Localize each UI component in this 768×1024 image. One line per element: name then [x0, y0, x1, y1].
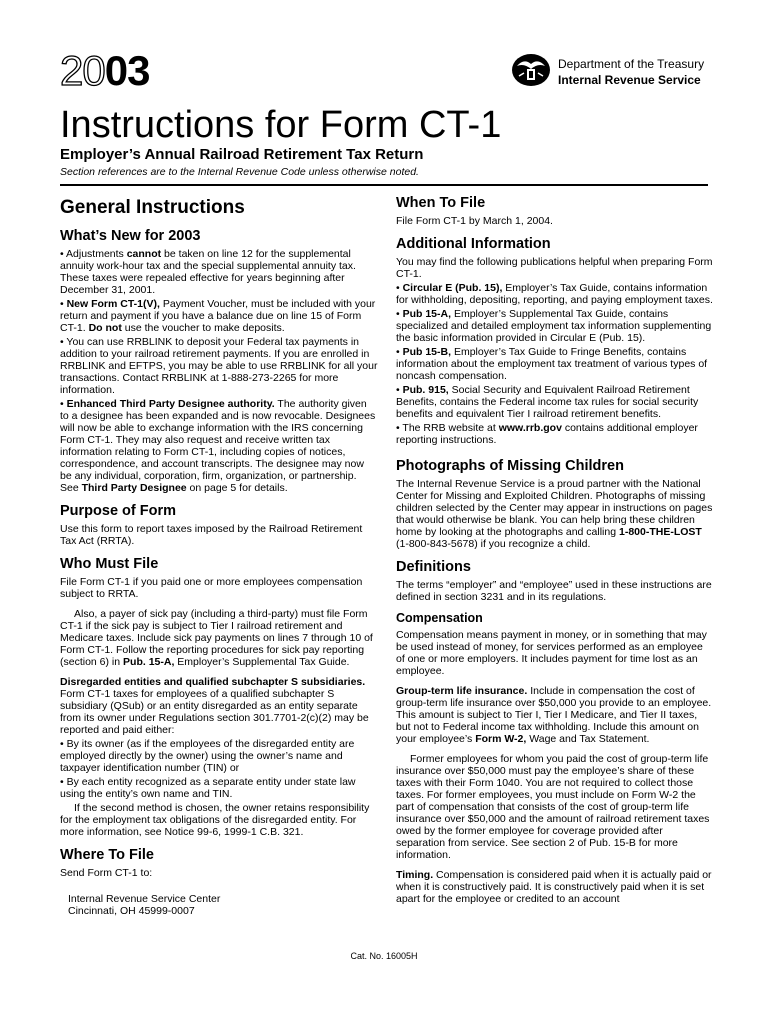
- disregarded-entities-text: Disregarded entities and qualified subchapter S subsidiaries. Form CT-1 taxes for employees of a qualified subchapter S subsidiary (QSub) or an entity disregarded as an entity separate from its owner under Regulations section 301.7701-2(c)(2) may be reported and paid either:: [60, 676, 369, 736]
- who-must-file-heading: Who Must File: [60, 556, 159, 572]
- right-column: [396, 193, 714, 907]
- page-title: Instructions for Form CT-1: [60, 104, 502, 146]
- who-must-file-text: File Form CT-1 if you paid one or more employees compensation subject to RRTA.: [60, 576, 363, 600]
- agency-irs: Internal Revenue Service: [558, 73, 701, 87]
- timing-text: Timing. Compensation is considered paid when it is actually paid or when it is constructively paid. It is constructively paid when it is set apart for the employee or credited to an account: [396, 869, 712, 905]
- missing-children-text: The Internal Revenue Service is a proud partner with the National Center for Missing and Exploited Children. Photographs of missing children selected by the Center may appear in instructions on pages that would otherwise be blank. You can help bring these children home by looking at the photographs and calling 1-800-THE-LOST (1-800-843-5678) if you recognize a child.: [396, 478, 713, 550]
- where-to-file-text: Send Form CT-1 to:: [60, 867, 153, 879]
- left-column: [60, 193, 378, 917]
- irs-eagle-logo-icon: [510, 52, 552, 88]
- agency-department: Department of the Treasury: [558, 57, 705, 71]
- form-year: [60, 47, 150, 94]
- compensation-text: Compensation means payment in money, or in something that may be used instead of money, for services performed as an employee of one or more employers. It includes payment for time lost as an employee.: [396, 629, 707, 677]
- compensation-heading: Compensation: [396, 611, 483, 625]
- second-method-text: If the second method is chosen, the owner retains responsibility for the employment tax obligations of the disregarded entity. For more information, see Notice 99-6, 1999-1 C.B. 321.: [60, 802, 370, 838]
- definitions-text: The terms “employer” and “employee” used in these instructions are defined in section 3231 and in its regulations.: [396, 579, 712, 603]
- general-instructions-heading: General Instructions: [60, 197, 245, 218]
- former-employees-text: Former employees for whom you paid the cost of group-term life insurance over $50,000 must pay the employee’s share of these taxes with their Form 1040. You are not required to collect those taxes. For former employees, you must include on Form W-2 the part of compensation that consists of the cost of group-term life insurance over $50,000 and the amount of railroad retirement taxes owed by the former employee for coverage provided after separation from service. See section 2 of Pub. 15-B for more information.: [396, 753, 710, 861]
- mailing-address: [60, 893, 378, 917]
- year-prefix: 20: [60, 47, 105, 94]
- publication-item: • The RRB website at www.rrb.gov contains additional employer reporting instructions.: [396, 422, 698, 446]
- whats-new-item: • You can use RRBLINK to deposit your Federal tax payments in addition to your railroad retirement payments. If you are enrolled in RRBLINK and EFTPS, you may be able to use RRBLINK for all your transactions. Contact RRBLINK at 1-888-273-2265 for more information.: [60, 336, 378, 396]
- section-reference-note: Section references are to the Internal Revenue Code unless otherwise noted.: [60, 166, 419, 178]
- address-line: Internal Revenue Service Center: [68, 893, 221, 905]
- header-divider: [60, 184, 708, 186]
- additional-information-heading: Additional Information: [396, 236, 551, 252]
- whats-new-item: • Adjustments cannot be taken on line 12 for the supplemental annuity work-hour tax and the special supplemental annuity tax. These taxes were repealed effective for years beginning after December 31, 2001.: [60, 248, 356, 296]
- sick-pay-text: Also, a payer of sick pay (including a third-party) must file Form CT-1 if the sick pay is subject to Tier I railroad retirement and Medicare taxes. Include sick pay payments on lines 7 through 10 of Form CT-1. Follow the reporting procedures for sick pay reporting (section 6) in Pub. 15-A, Employer’s Supplemental Tax Guide.: [60, 608, 373, 668]
- where-to-file-heading: Where To File: [60, 847, 154, 863]
- catalog-number: Cat. No. 16005H: [350, 951, 418, 961]
- year-suffix: 03: [104, 47, 150, 94]
- agency-block: [558, 56, 704, 88]
- publication-item: • Circular E (Pub. 15), Employer’s Tax Guide, contains information for withholding, depositing, reporting, and paying employment taxes.: [396, 282, 713, 306]
- who-bullet: • By its owner (as if the employees of the disregarded entity are employed directly by the owner) using the owner’s name and taxpayer identification number (TIN) or: [60, 738, 355, 774]
- publication-item: • Pub 15-A, Employer’s Supplemental Tax Guide, contains specialized and detailed employment tax information supplementing the basic information provided in Circular E (Pub. 15).: [396, 308, 712, 344]
- whats-new-heading: What’s New for 2003: [60, 228, 201, 244]
- purpose-text: Use this form to report taxes imposed by the Railroad Retirement Tax Act (RRTA).: [60, 523, 363, 547]
- publication-item: • Pub. 915, Social Security and Equivalent Railroad Retirement Benefits, contains the Federal income tax rules for social security benefits and equivalent Tier I railroad retirement benefits.: [396, 384, 699, 420]
- group-term-life-text: Group-term life insurance. Include in compensation the cost of group-term life insurance over $50,000 you provide to an employee. This amount is subject to Tier I, Tier I Medicare, and Tier II taxes, but not to Federal income tax withholding. Include this amount on your employee’s Form W-2, Wage and Tax Statement.: [396, 685, 712, 745]
- when-to-file-heading: When To File: [396, 195, 486, 211]
- page-subtitle: Employer’s Annual Railroad Retirement Tax Return: [60, 146, 424, 163]
- definitions-heading: Definitions: [396, 559, 471, 575]
- who-bullet: • By each entity recognized as a separate entity under state law using the entity’s own name and TIN.: [60, 776, 356, 800]
- additional-information-intro: You may find the following publications helpful when preparing Form CT-1.: [396, 256, 713, 280]
- address-line: Cincinnati, OH 45999-0007: [68, 905, 195, 917]
- whats-new-item: • New Form CT-1(V), Payment Voucher, must be included with your return and payment if you have a balance due on line 15 of Form CT-1. Do not use the voucher to make deposits.: [60, 298, 376, 334]
- publication-item: • Pub 15-B, Employer’s Tax Guide to Fringe Benefits, contains information about the employment tax treatment of various types of noncash compensation.: [396, 346, 708, 382]
- missing-children-heading: Photographs of Missing Children: [396, 458, 624, 474]
- whats-new-item: • Enhanced Third Party Designee authority. The authority given to a designee has been expanded and is now revocable. Designees will now be able to exchange information with the IRS concerning Form CT-1. They may also request and receive written tax information relating to Form CT-1, including copies of notices, correspondence, and account transcripts. The designee may now be any individual, corporation, firm, organization, or partnership. See Third Party Designee on page 5 for details.: [60, 398, 376, 494]
- purpose-heading: Purpose of Form: [60, 503, 177, 519]
- when-to-file-text: File Form CT-1 by March 1, 2004.: [396, 215, 553, 227]
